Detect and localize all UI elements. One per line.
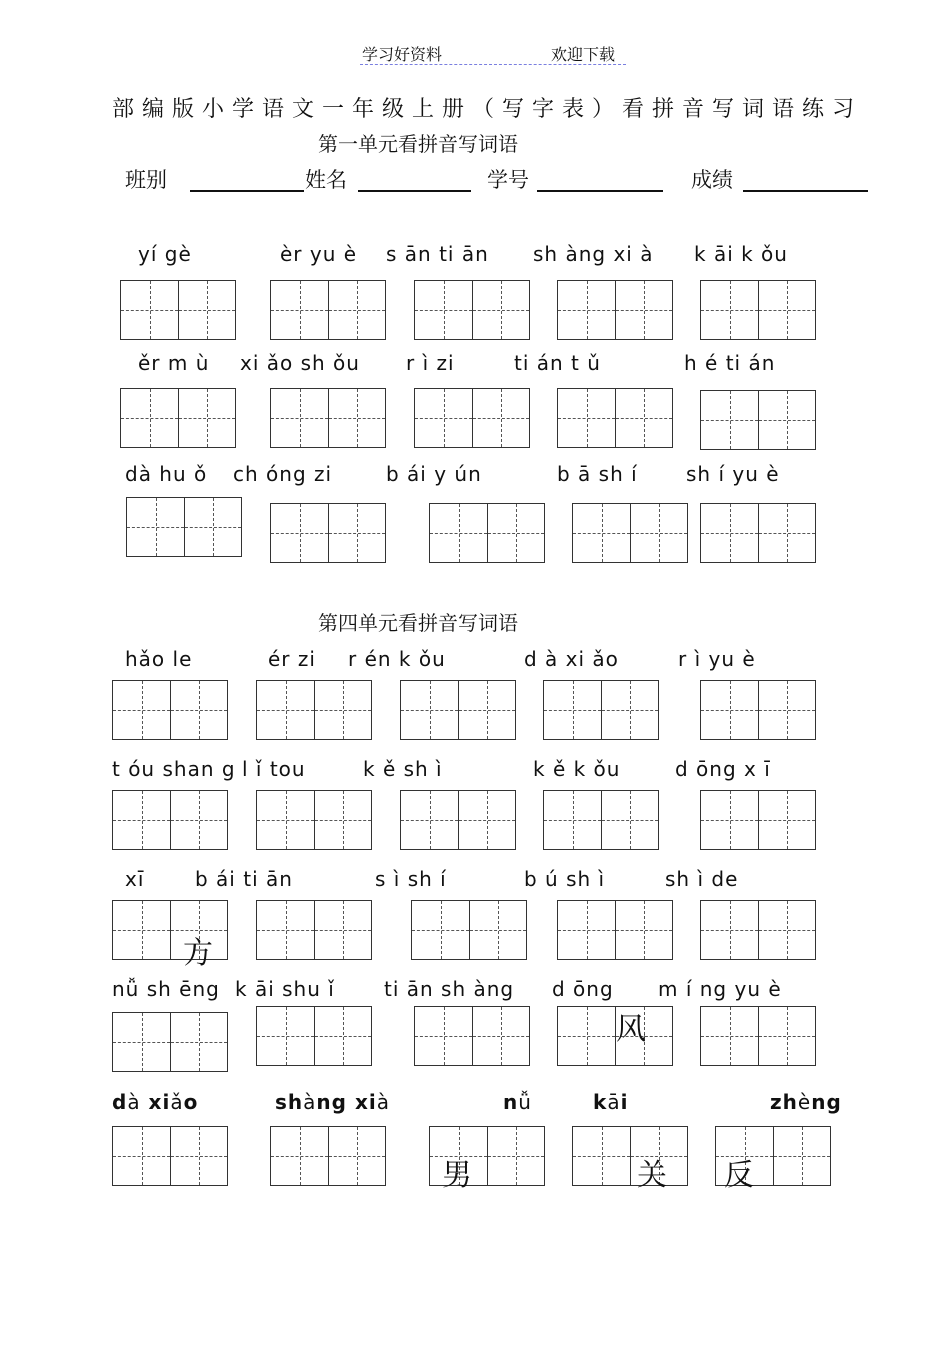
hint-char: 方	[183, 936, 213, 971]
pinyin-word: d ōng	[552, 977, 614, 1001]
pinyin-word: kāi	[593, 1090, 629, 1114]
writing-grid[interactable]	[543, 680, 659, 740]
hint-char: 反	[724, 1158, 754, 1193]
pinyin-word: sh ì de	[665, 867, 739, 891]
pinyin-word: hǎo le	[125, 647, 193, 671]
pinyin-word: k ě k ǒu	[533, 757, 621, 781]
writing-grid[interactable]	[543, 790, 659, 850]
writing-grid[interactable]	[112, 790, 228, 850]
pinyin-word: ér zi	[268, 647, 316, 671]
pinyin-word: l ǐ tou	[242, 757, 306, 781]
writing-grid[interactable]	[400, 790, 516, 850]
writing-grid[interactable]	[112, 1126, 228, 1186]
name-label: 姓名	[305, 168, 347, 192]
writing-grid[interactable]	[414, 280, 530, 340]
pinyin-word: ti ān sh àng	[384, 977, 515, 1001]
writing-grid[interactable]	[700, 1006, 816, 1066]
unit4-title: 第四单元看拼音写词语	[318, 611, 518, 635]
page-title: 部编版小学语文一年级上册（写字表）看拼音写词语练习	[112, 97, 863, 122]
writing-grid[interactable]	[256, 790, 372, 850]
pinyin-word: h é ti án	[684, 351, 776, 375]
writing-grid[interactable]	[572, 1126, 688, 1186]
writing-grid[interactable]	[256, 680, 372, 740]
writing-grid[interactable]	[557, 900, 673, 960]
class-field[interactable]	[190, 190, 304, 192]
writing-grid[interactable]	[700, 790, 816, 850]
pinyin-word: nǚ sh ēng	[112, 977, 220, 1001]
header-divider	[360, 64, 626, 65]
writing-grid[interactable]	[557, 280, 673, 340]
pinyin-word: k ě sh ì	[363, 757, 443, 781]
pinyin-word: èr yu è	[280, 242, 358, 266]
pinyin-word: xī	[125, 867, 145, 891]
writing-grid[interactable]	[700, 680, 816, 740]
writing-grid[interactable]	[411, 900, 527, 960]
name-field[interactable]	[358, 190, 471, 192]
class-label: 班别	[125, 168, 167, 192]
writing-grid[interactable]	[270, 388, 386, 448]
pinyin-word: s ān ti ān	[386, 242, 489, 266]
pinyin-word: s ì sh í	[375, 867, 447, 891]
pinyin-word: r ì yu è	[678, 647, 756, 671]
pinyin-word: ch óng zi	[233, 462, 333, 486]
pinyin-word: nǚ	[503, 1090, 532, 1114]
writing-grid[interactable]	[429, 503, 545, 563]
score-label: 成绩	[691, 168, 733, 192]
pinyin-word: b ú sh ì	[524, 867, 606, 891]
hint-char: 关	[637, 1158, 667, 1193]
pinyin-word: b ái ti ān	[195, 867, 293, 891]
pinyin-word: k āi k ǒu	[694, 242, 788, 266]
pinyin-word: ěr m ù	[138, 351, 210, 375]
pinyin-word: zhèng	[770, 1090, 842, 1114]
writing-grid[interactable]	[256, 900, 372, 960]
pinyin-word: b ái y ún	[386, 462, 482, 486]
writing-grid[interactable]	[700, 900, 816, 960]
writing-grid[interactable]	[700, 280, 816, 340]
pinyin-word: m í ng yu è	[658, 977, 782, 1001]
writing-grid[interactable]	[112, 1012, 228, 1072]
pinyin-word: sh àng xi à	[533, 242, 654, 266]
writing-grid[interactable]	[120, 388, 236, 448]
writing-grid[interactable]	[557, 1006, 673, 1066]
number-label: 学号	[487, 168, 529, 192]
writing-grid[interactable]	[270, 503, 386, 563]
writing-grid[interactable]	[700, 390, 816, 450]
writing-grid[interactable]	[700, 503, 816, 563]
writing-grid[interactable]	[270, 1126, 386, 1186]
pinyin-word: dà xiǎo	[112, 1090, 199, 1114]
writing-grid[interactable]	[414, 1006, 530, 1066]
writing-grid[interactable]	[400, 680, 516, 740]
writing-grid[interactable]	[572, 503, 688, 563]
pinyin-word: r ì zi	[406, 351, 455, 375]
header-left: 学习好资料	[362, 45, 443, 64]
pinyin-word: d à xi ǎo	[524, 647, 619, 671]
header-right: 欢迎下载	[551, 45, 616, 64]
pinyin-word: k āi shu ǐ	[235, 977, 335, 1001]
writing-grid[interactable]	[557, 388, 673, 448]
pinyin-word: ti án t ǔ	[514, 351, 601, 375]
writing-grid[interactable]	[256, 1006, 372, 1066]
pinyin-word: sh í yu è	[686, 462, 780, 486]
writing-grid[interactable]	[120, 280, 236, 340]
pinyin-word: dà hu ǒ	[125, 462, 208, 486]
pinyin-word: t óu shan g	[112, 757, 236, 781]
writing-grid[interactable]	[414, 388, 530, 448]
pinyin-word: yí gè	[138, 242, 192, 266]
hint-char: 风	[616, 1012, 646, 1047]
hint-char: 男	[442, 1158, 472, 1193]
pinyin-word: xi ǎo sh ǒu	[240, 351, 360, 375]
score-field[interactable]	[743, 190, 868, 192]
unit1-title: 第一单元看拼音写词语	[318, 132, 518, 156]
pinyin-word: d ōng x ī	[675, 757, 771, 781]
pinyin-word: b ā sh í	[557, 462, 638, 486]
writing-grid[interactable]	[270, 280, 386, 340]
number-field[interactable]	[537, 190, 663, 192]
writing-grid[interactable]	[126, 497, 242, 557]
pinyin-word: r én k ǒu	[348, 647, 446, 671]
writing-grid[interactable]	[112, 680, 228, 740]
pinyin-word: shàng xià	[275, 1090, 390, 1114]
